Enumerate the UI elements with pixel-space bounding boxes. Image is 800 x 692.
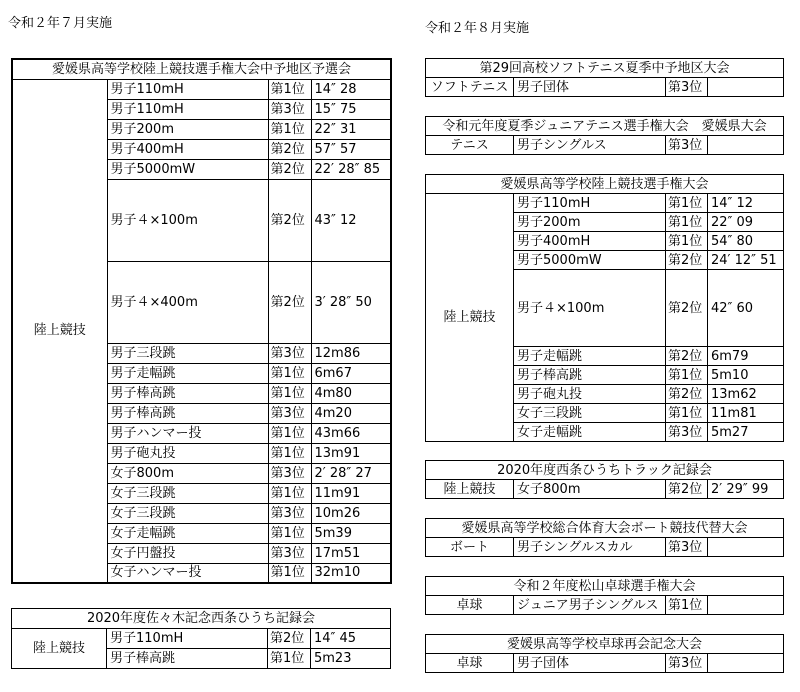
meet-table-ehime-table-tennis <box>425 634 784 673</box>
record-cell: 5m23 <box>311 649 391 669</box>
event-cell: 男子砲丸投 <box>107 443 268 463</box>
sport-cell: 卓球 <box>426 654 514 673</box>
meet-title: 令和２年度松山卓球選手権大会 <box>426 577 784 596</box>
event-cell: 女子三段跳 <box>514 404 666 423</box>
event-cell: 女子ハンマー投 <box>107 563 268 583</box>
meet-table-soft-tennis <box>425 58 784 97</box>
event-cell: 男子400mH <box>514 232 666 251</box>
rank-cell: 第2位 <box>268 629 311 649</box>
event-cell: 男子走幅跳 <box>514 347 666 366</box>
event-cell: 男子400mH <box>107 139 268 159</box>
event-cell: 男子４×100m <box>107 179 268 261</box>
meet-title: 第29回高校ソフトテニス夏季中予地区大会 <box>426 59 784 78</box>
sport-cell: ソフトテニス <box>426 78 514 97</box>
rank-cell: 第3位 <box>268 403 311 423</box>
record-cell: 14″ 28 <box>311 79 391 99</box>
meet-table-junior-tennis <box>425 116 784 155</box>
sport-cell: 陸上競技 <box>426 194 514 442</box>
rank-cell: 第1位 <box>268 563 311 583</box>
record-cell: 22′ 28″ 85 <box>311 159 391 179</box>
rank-cell: 第1位 <box>268 483 311 503</box>
event-cell: 女子800m <box>107 463 268 483</box>
meet-title: 令和元年度夏季ジュニアテニス選手権大会 愛媛県大会 <box>426 117 784 136</box>
meet-title: 愛媛県高等学校卓球再会記念大会 <box>426 635 784 654</box>
event-cell: 女子三段跳 <box>107 503 268 523</box>
record-cell <box>708 596 784 615</box>
rank-cell: 第2位 <box>666 480 708 499</box>
event-cell: 女子800m <box>514 480 666 499</box>
rank-cell: 第2位 <box>268 261 311 343</box>
record-cell: 4m20 <box>311 403 391 423</box>
record-cell: 2′ 29″ 99 <box>708 480 784 499</box>
event-cell: 男子200m <box>107 119 268 139</box>
record-cell: 57″ 57 <box>311 139 391 159</box>
record-cell: 6m79 <box>708 347 784 366</box>
record-cell: 14″ 12 <box>708 194 784 213</box>
rank-cell: 第2位 <box>268 159 311 179</box>
rank-cell: 第3位 <box>268 99 311 119</box>
sport-cell: ボート <box>426 538 514 557</box>
rank-cell: 第3位 <box>666 423 708 442</box>
rank-cell: 第2位 <box>666 270 708 347</box>
rank-cell: 第2位 <box>268 179 311 261</box>
record-cell: 17m51 <box>311 543 391 563</box>
rank-cell: 第1位 <box>666 366 708 385</box>
meet-title: 愛媛県高等学校総合体育大会ボート競技代替大会 <box>426 519 784 538</box>
event-cell: 女子円盤投 <box>107 543 268 563</box>
rank-cell: 第2位 <box>666 347 708 366</box>
rank-cell: 第1位 <box>268 79 311 99</box>
event-cell: 男子走幅跳 <box>107 363 268 383</box>
event-cell: 男子棒高跳 <box>107 649 268 669</box>
event-cell: 男子三段跳 <box>107 343 268 363</box>
event-cell: 男子110mH <box>514 194 666 213</box>
rank-cell: 第1位 <box>666 232 708 251</box>
event-cell: 男子４×400m <box>107 261 268 343</box>
event-cell: 女子走幅跳 <box>514 423 666 442</box>
event-cell: 男子シングルスカル <box>514 538 666 557</box>
record-cell: 5m10 <box>708 366 784 385</box>
record-cell: 32m10 <box>311 563 391 583</box>
rank-cell: 第1位 <box>268 119 311 139</box>
record-cell: 11m91 <box>311 483 391 503</box>
meet-table-boat <box>425 518 784 557</box>
rank-cell: 第3位 <box>666 136 708 155</box>
rank-cell: 第3位 <box>268 343 311 363</box>
rank-cell: 第1位 <box>666 404 708 423</box>
rank-cell: 第2位 <box>268 139 311 159</box>
event-cell: 男子４×100m <box>514 270 666 347</box>
rank-cell: 第3位 <box>268 503 311 523</box>
heading-july: 令和２年７月実施 <box>8 16 113 31</box>
rank-cell: 第3位 <box>268 543 311 563</box>
rank-cell: 第3位 <box>268 463 311 483</box>
event-cell: 男子棒高跳 <box>514 366 666 385</box>
rank-cell: 第3位 <box>666 78 708 97</box>
meet-title: 愛媛県高等学校陸上競技選手権大会 <box>426 175 784 194</box>
rank-cell: 第1位 <box>268 423 311 443</box>
rank-cell: 第1位 <box>268 443 311 463</box>
rank-cell: 第1位 <box>666 213 708 232</box>
sport-cell: テニス <box>426 136 514 155</box>
rank-cell: 第3位 <box>666 538 708 557</box>
event-cell: 男子シングルス <box>514 136 666 155</box>
event-cell: 男子110mH <box>107 79 268 99</box>
sport-cell: 卓球 <box>426 596 514 615</box>
rank-cell: 第1位 <box>666 596 708 615</box>
meet-title: 2020年度佐々木記念西条ひうち記録会 <box>12 609 391 629</box>
event-cell: 男子200m <box>514 213 666 232</box>
record-cell <box>708 136 784 155</box>
sport-cell: 陸上競技 <box>426 480 514 499</box>
meet-title: 2020年度西条ひうちトラック記録会 <box>426 461 784 480</box>
record-cell: 13m91 <box>311 443 391 463</box>
record-cell: 3′ 28″ 50 <box>311 261 391 343</box>
event-cell: 男子団体 <box>514 78 666 97</box>
rank-cell: 第3位 <box>666 654 708 673</box>
rank-cell: 第2位 <box>666 251 708 270</box>
record-cell: 11m81 <box>708 404 784 423</box>
event-cell: 女子走幅跳 <box>107 523 268 543</box>
record-cell: 15″ 75 <box>311 99 391 119</box>
record-cell: 4m80 <box>311 383 391 403</box>
rank-cell: 第1位 <box>666 194 708 213</box>
meet-table-matsuyama-table-tennis <box>425 576 784 615</box>
record-cell: 54″ 80 <box>708 232 784 251</box>
record-cell: 42″ 60 <box>708 270 784 347</box>
record-cell: 5m39 <box>311 523 391 543</box>
event-cell: 男子110mH <box>107 629 268 649</box>
record-cell: 2′ 28″ 27 <box>311 463 391 483</box>
record-cell <box>708 538 784 557</box>
meet-table-chuyo-qualifier <box>11 58 392 584</box>
record-cell: 24′ 12″ 51 <box>708 251 784 270</box>
record-cell <box>708 78 784 97</box>
record-cell: 6m67 <box>311 363 391 383</box>
meet-table-ehime-track <box>425 174 784 442</box>
heading-august: 令和２年８月実施 <box>425 21 530 36</box>
rank-cell: 第1位 <box>268 383 311 403</box>
event-cell: 男子ハンマー投 <box>107 423 268 443</box>
event-cell: 男子110mH <box>107 99 268 119</box>
record-cell: 14″ 45 <box>311 629 391 649</box>
meet-table-sasaki-memorial <box>11 608 391 669</box>
record-cell: 43″ 12 <box>311 179 391 261</box>
sport-cell: 陸上競技 <box>12 79 107 583</box>
record-cell: 10m26 <box>311 503 391 523</box>
record-cell: 22″ 31 <box>311 119 391 139</box>
record-cell: 12m86 <box>311 343 391 363</box>
rank-cell: 第1位 <box>268 523 311 543</box>
sport-cell: 陸上競技 <box>12 629 107 669</box>
record-cell <box>708 654 784 673</box>
record-cell: 22″ 09 <box>708 213 784 232</box>
record-cell: 5m27 <box>708 423 784 442</box>
event-cell: 男子棒高跳 <box>107 403 268 423</box>
event-cell: 男子砲丸投 <box>514 385 666 404</box>
meet-table-saijo-track <box>425 460 784 499</box>
record-cell: 43m66 <box>311 423 391 443</box>
rank-cell: 第1位 <box>268 649 311 669</box>
event-cell: 男子団体 <box>514 654 666 673</box>
rank-cell: 第2位 <box>666 385 708 404</box>
rank-cell: 第1位 <box>268 363 311 383</box>
meet-title: 愛媛県高等学校陸上競技選手権大会中予地区予選会 <box>12 59 391 79</box>
event-cell: 女子三段跳 <box>107 483 268 503</box>
event-cell: ジュニア男子シングルス <box>514 596 666 615</box>
event-cell: 男子棒高跳 <box>107 383 268 403</box>
event-cell: 男子5000mW <box>107 159 268 179</box>
record-cell: 13m62 <box>708 385 784 404</box>
event-cell: 男子5000mW <box>514 251 666 270</box>
